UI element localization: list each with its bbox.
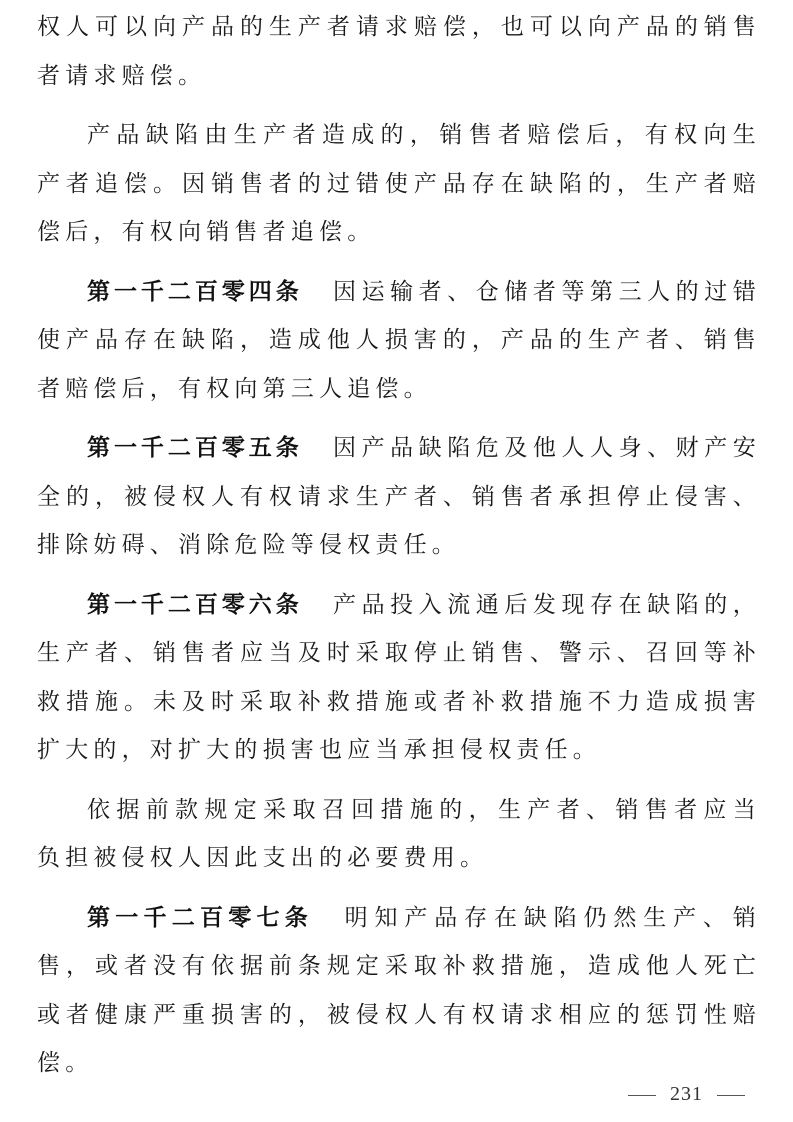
article-text: 因产品缺陷危及他人人身、财产安全的，被侵权人有权请求生产者、销售者承担停止侵害、排除妨碍、消除危险等侵权责任。 [37,435,761,558]
article-text: 产品投入流通后发现存在缺陷的，生产者、销售者应当及时采取停止销售、警示、召回等补救措施。未及时采取补救措施或者补救措施不力造成损害扩大的，对扩大的损害也应当承担侵权责任。 [37,591,761,763]
paragraph-text: 产品缺陷由生产者造成的，销售者赔偿后，有权向生产者追偿。因销售者的过错使产品存在缺陷的，生产者赔偿后，有权向销售者追偿。 [37,122,761,245]
paragraph-text: 权人可以向产品的生产者请求赔偿，也可以向产品的销售者请求赔偿。 [37,14,761,89]
footer-dash-left [628,1095,656,1096]
article-text: 明知产品存在缺陷仍然生产、销售，或者没有依据前条规定采取补救措施，造成他人死亡或者健康严重损害的，被侵权人有权请求相应的惩罚性赔偿。 [37,904,761,1076]
document-page [37,0,761,1088]
page-number: 231 [670,1083,703,1105]
article-heading: 第一千二百零六条 [87,591,303,618]
paragraph-recourse [37,111,761,257]
article-1204 [37,268,761,414]
article-text: 因运输者、仓储者等第三人的过错使产品存在缺陷，造成他人损害的，产品的生产者、销售者赔偿后，有权向第三人追偿。 [37,278,761,402]
article-1205 [37,424,761,570]
footer-dash-right [717,1095,745,1096]
article-1206 [37,581,761,775]
paragraph-text: 依据前款规定采取召回措施的，生产者、销售者应当负担被侵权人因此支出的必要费用。 [37,796,761,871]
paragraph-continued [37,3,761,100]
article-1206-paragraph-2 [37,786,761,883]
page-footer [614,1083,759,1106]
article-heading: 第一千二百零五条 [87,435,303,461]
article-heading: 第一千二百零七条 [87,904,314,931]
article-heading: 第一千二百零四条 [87,278,303,305]
article-1207 [37,894,761,1088]
